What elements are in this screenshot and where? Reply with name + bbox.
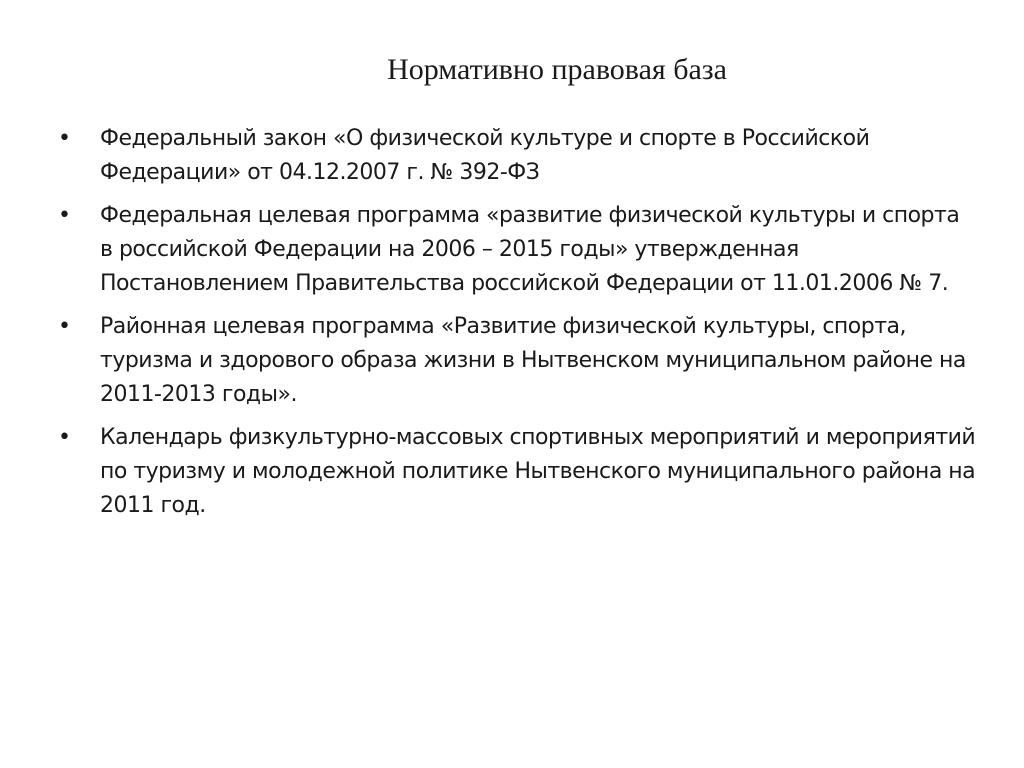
list-item-text: Федеральный закон «О физической культуре и спорте в Российской Федерации» от 04.12.2007 г. № 392-ФЗ <box>100 126 870 185</box>
slide-title: Нормативно правовая база <box>387 53 727 86</box>
list-item-text: Федеральная целевая программа «развитие физической культуры и спорта в российской Федерации на 2006 – 2015 годы» утвержденная Постановлением Правительства российской Федерации от 11.01.2006 № 7. <box>100 203 960 296</box>
bullet-icon: • <box>58 425 71 450</box>
list-item <box>56 199 976 301</box>
bullet-icon: • <box>58 203 71 228</box>
bullet-list <box>56 122 976 532</box>
list-item <box>56 122 976 190</box>
bullet-icon: • <box>58 314 71 339</box>
list-item <box>56 310 976 412</box>
list-item-text: Районная целевая программа «Развитие физической культуры, спорта, туризма и здорового образа жизни в Нытвенском муниципальном районе на 2011-2013 годы». <box>100 314 966 407</box>
bullet-icon: • <box>58 126 71 151</box>
list-item-text: Календарь физкультурно-массовых спортивных мероприятий и мероприятий по туризму и молодежной политике Нытвенского муниципального района на 2011 год. <box>100 425 976 518</box>
list-item <box>56 421 976 523</box>
